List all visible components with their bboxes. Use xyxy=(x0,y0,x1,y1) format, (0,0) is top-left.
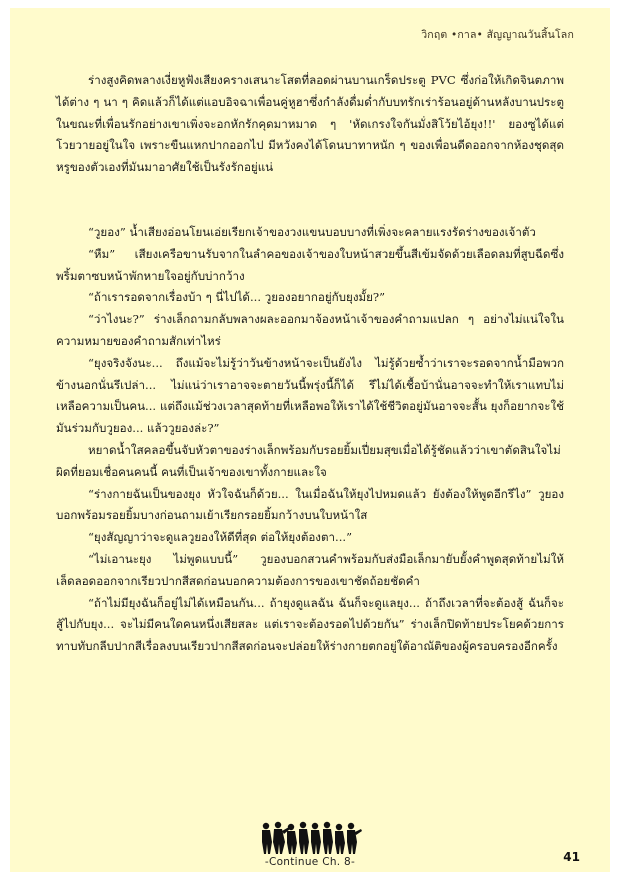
page xyxy=(10,8,610,872)
paragraph: “ว่าไงนะ?” ร่างเล็กถามกลับพลางผละออกมาจ้องหน้าเจ้าของคำถามแปลก ๆ อย่างไม่แน่ใจในความหมายของคำถามสักเท่าไหร่ xyxy=(56,312,564,348)
page-number: 41 xyxy=(563,850,580,864)
paragraph: “วูยอง” น้ำเสียงอ่อนโยนเอ่ยเรียกเจ้าของวงแขนบอบบางที่เพิ่งจะคลายแรงรัดร่างของเจ้าตัว xyxy=(88,224,536,239)
paragraph: “ร่างกายฉันเป็นของยุง หัวใจฉันก็ด้วย... ในเมื่อฉันให้ยุงไปหมดแล้ว ยังต้องให้พูดอีกรึไง” วูยองบอกพร้อมรอยยิ้มบางก่อนถามเย้าเรียกรอยยิ้มกว้างบนใบหน้าใส xyxy=(56,486,564,523)
paragraph: ร่างสูงคิดพลางเงี่ยหูฟังเสียงครางเสนาะโสตที่ลอดผ่านบานเกร็ดประตู PVC ซึ่งก่อให้เกิดจินตภาพได้ต่าง ๆ นา ๆ คิดแล้วก็ได้แต่แอบอิจฉาเพื่อนคู่หูฮาซึ่งกำลังดื่มด่ำกับบทรักเร่าร้อนอยู่ด้านหลังบานประตู ในขณะที่เพื่อนรักอย่างเขาเพิ่งจะอกหักรักคุดมาหมาด ๆ 'หัดเกรงใจกันมั่งสิโว้ยไอ้ยุง!!' ยองซูได้แต่โวยวายอยู่ในใจ เพราะขืนแหกปากออกไป มีหวังคงได้โดนบาทาหนัก ๆ ของเพื่อนดีดออกจากห้องชุดสุดหรูของตัวเองที่มันมาอาศัยใช้เป็นรังรักอยู่แน่ xyxy=(56,73,564,175)
group-silhouette-icon xyxy=(258,820,362,856)
paragraph: “ไม่เอานะยุง ไม่พูดแบบนี้” วูยองบอกสวนคำพร้อมกับส่งมือเล็กมายับยั้งคำพูดสุดท้ายไม่ให้เล็ดลอดออกจากเรียวปากสีสดก่อนบอกความต้องการของเขาชัดถ้อยชัดคำ xyxy=(56,551,564,588)
paragraph: “หืม” เสียงเครือขานรับจากในลำคอของเจ้าของใบหน้าสวยขึ้นสีเข้มจัดด้วยเลือดลมที่สูบฉีดซึ่งพริ้มตาซบหน้าพักหายใจอยู่กับบ่ากว้าง xyxy=(56,246,564,283)
paragraph: “ยุงจริงจังนะ... ถึงแม้จะไม่รู้ว่าวันข้างหน้าจะเป็นยังไง ไม่รู้ด้วยซ้ำว่าเราจะรอดจากน้ำมือพวกข้างนอกนั่นรึเปล่า... ไม่แน่ว่าเราอาจจะตายวันนี้พรุ่งนี้ก็ได้ รึไม่ได้เชื้อบ้านั่นอาจจะทำให้เราแทบไม่เหลือความเป็นคน... แต่ถึงแม้ช่วงเวลาสุดท้ายที่เหลือพอให้เราได้ใช้ชีวิตอยู่มันอาจจะสั้น ยุงก็อยากจะใช้มันร่วมกับวูยอง... แล้ววูยองล่ะ?” xyxy=(56,355,564,436)
paragraph: หยาดน้ำใสคลอขึ้นจับหัวตาของร่างเล็กพร้อมกับรอยยิ้มเปี่ยมสุขเมื่อได้รู้ชัดแล้วว่าเขาตัดสินใจไม่ผิดที่ยอมเชื่อคนคนนี้ คนที่เป็นเจ้าของเขาทั้งกายและใจ xyxy=(56,442,561,479)
running-header: วิกฤต •กาล• สัญญาณวันสิ้นโลก xyxy=(421,29,574,41)
continue-label: -Continue Ch. 8- xyxy=(264,856,356,868)
paragraph: “ยุงสัญญาว่าจะดูแลวูยองให้ดีที่สุด ต่อให้ยุงต้องตา...” xyxy=(88,530,352,545)
paragraph: “ถ้าไม่มียุงฉันก็อยู่ไม่ได้เหมือนกัน... ถ้ายุงดูแลฉัน ฉันก็จะดูแลยุง... ถ้าถึงเวลาที่จะต้องสู้ ฉันก็จะสู้ไปกับยุง... จะไม่มีคนใดคนหนึ่งเสียสละ แต่เราจะต้องรอดไปด้วยกัน” ร่างเล็กปิดท้ายประโยคด้วยการทาบทับกลีบปากสีเรื่อลงบนเรียวปากสีสดก่อนจะปล่อยให้ร่างกายตกอยู่ใต้อาณัติของผู้ครอบครองอีกครั้ง xyxy=(56,595,564,654)
paragraph: “ถ้าเรารอดจากเรื่องบ้า ๆ นี่ไปได้... วูยองอยากอยู่กับยุงมั้ย?” xyxy=(88,290,386,305)
body-text xyxy=(56,70,564,658)
